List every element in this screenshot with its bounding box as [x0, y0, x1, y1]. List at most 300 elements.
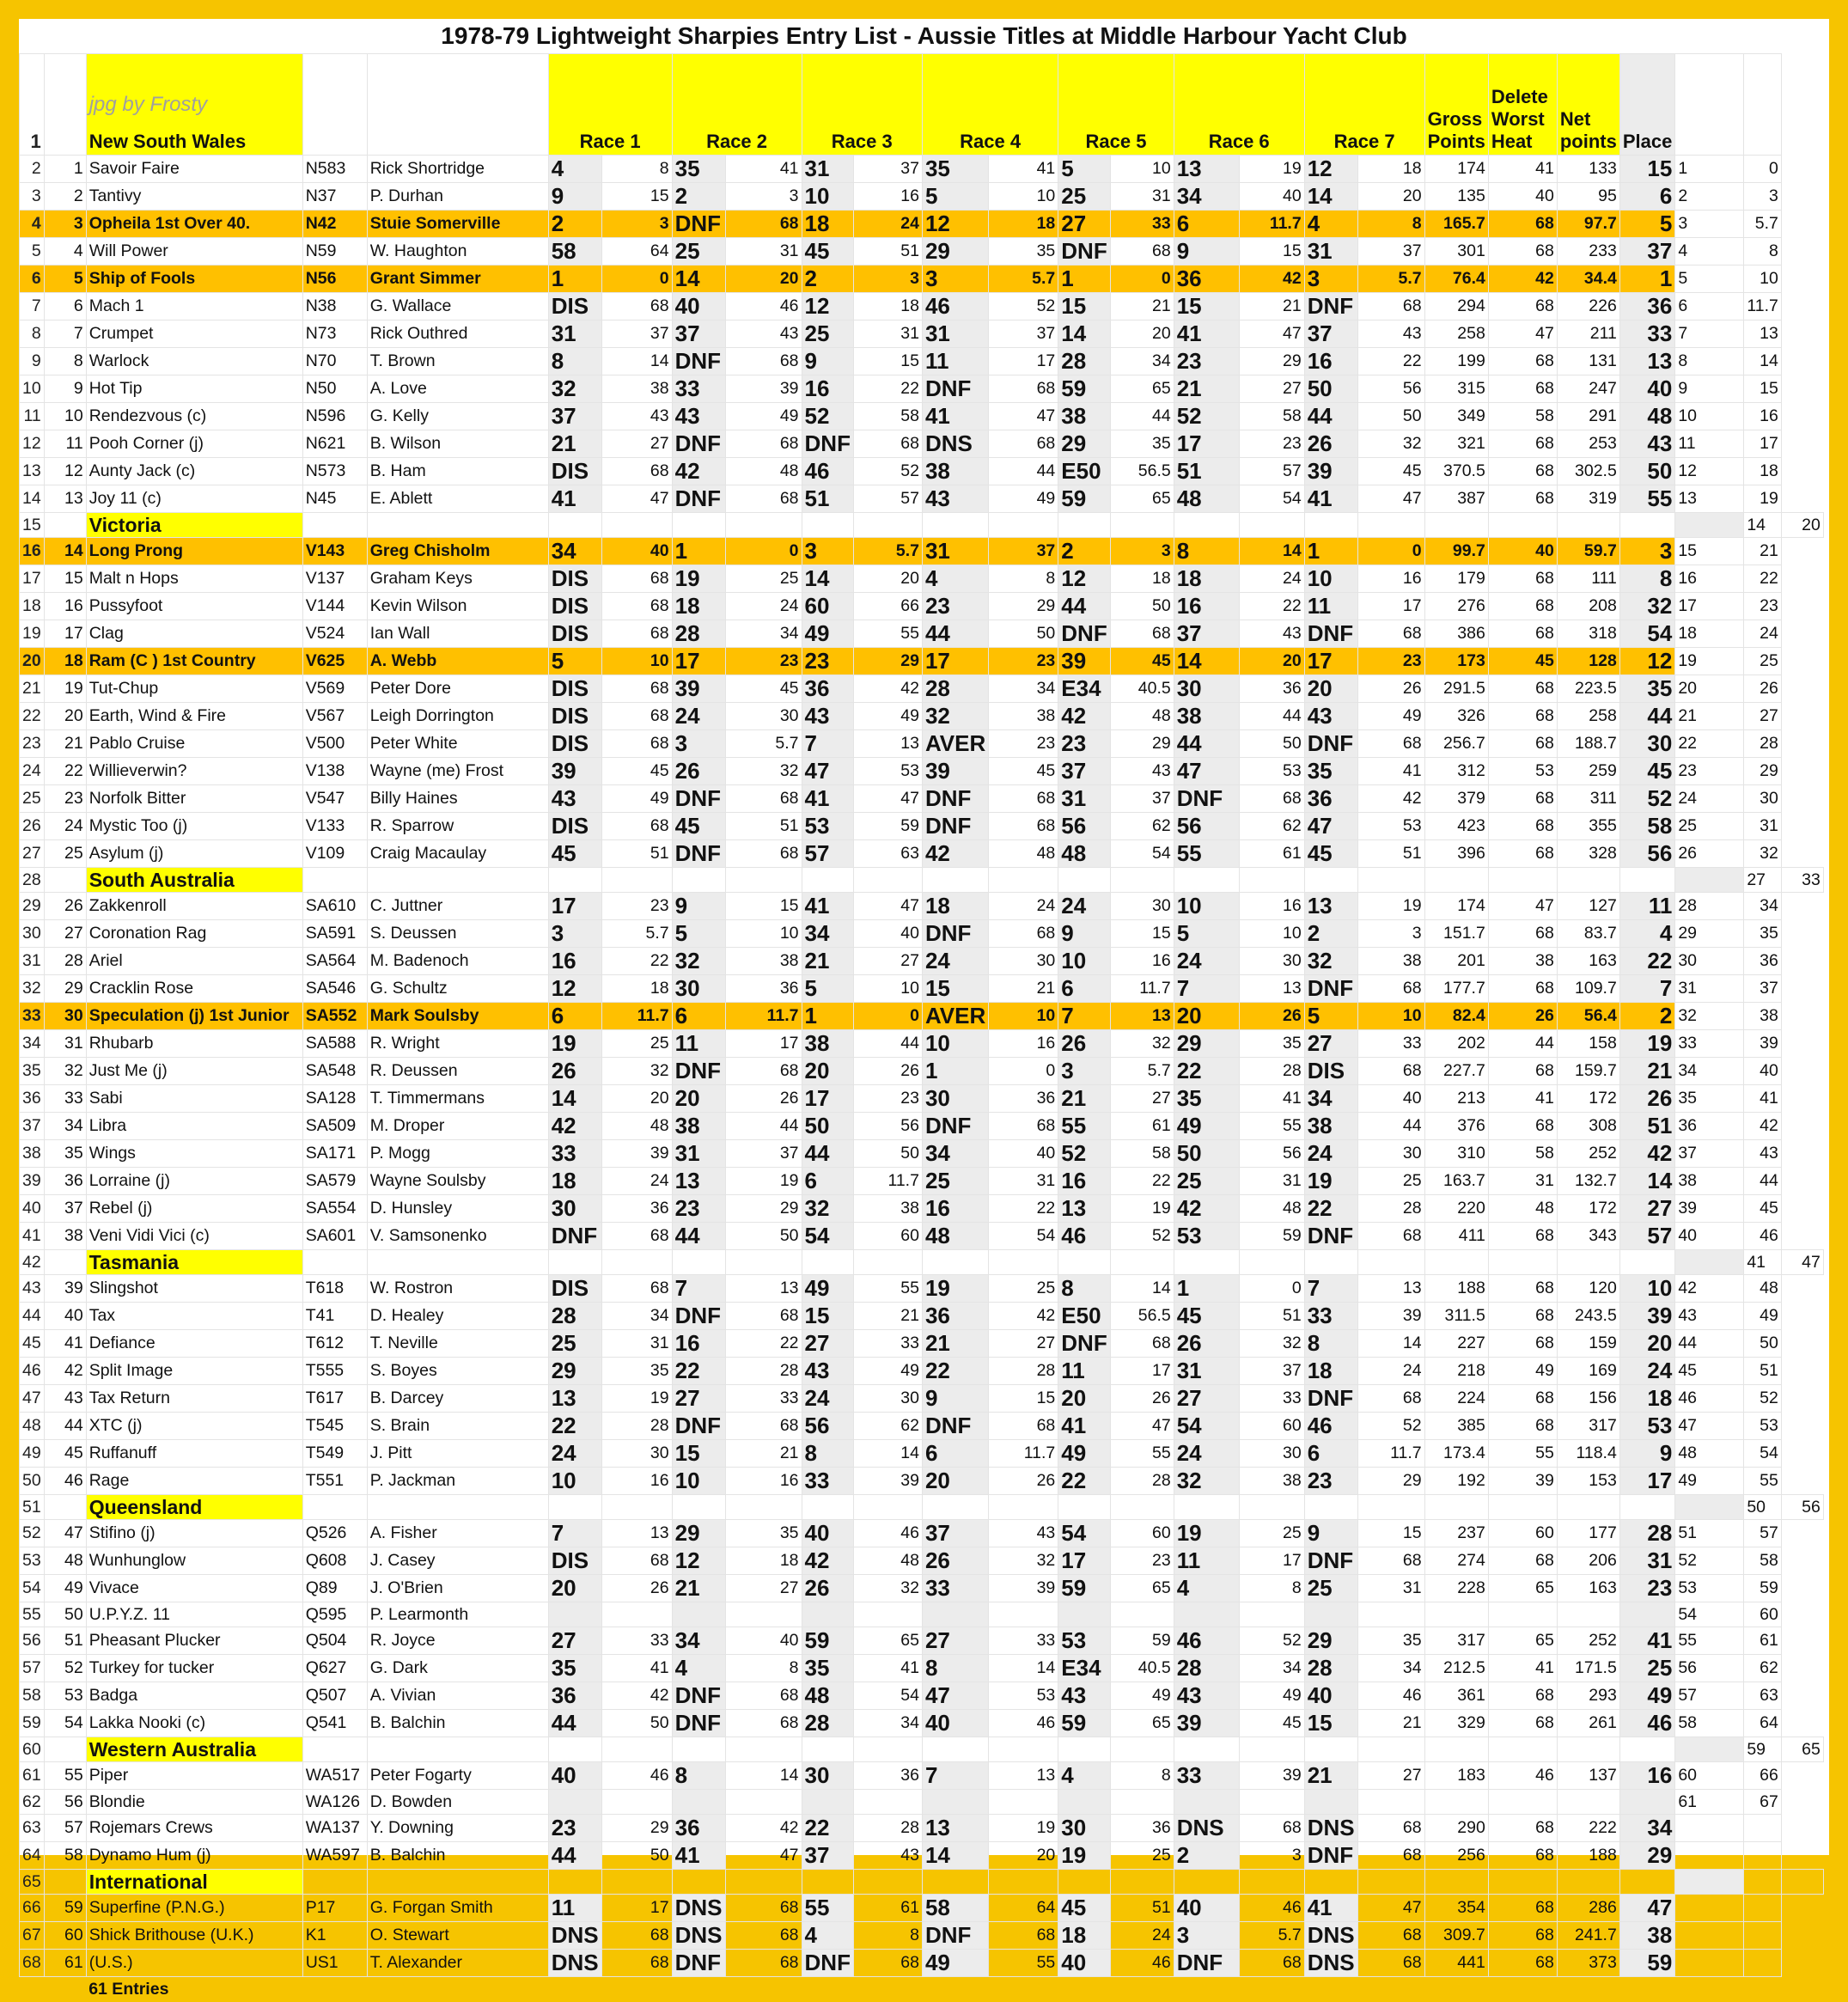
skipper-name[interactable]: O. Stewart: [367, 1922, 548, 1950]
race-points[interactable]: 31: [725, 238, 802, 266]
sail-number[interactable]: N56: [302, 266, 367, 293]
race-points[interactable]: 49: [989, 485, 1058, 513]
blank-cell[interactable]: [802, 868, 853, 893]
race-place[interactable]: [802, 1790, 853, 1815]
race-points[interactable]: 42: [989, 1303, 1058, 1330]
race-points[interactable]: 13: [1239, 975, 1304, 1003]
race-place[interactable]: 40: [1304, 1682, 1357, 1710]
race-place[interactable]: 49: [922, 1950, 988, 1977]
boat-name[interactable]: Tax: [86, 1303, 302, 1330]
race-place[interactable]: 42: [922, 840, 988, 868]
blank-cell[interactable]: [853, 1737, 922, 1762]
final-place[interactable]: 40: [1619, 375, 1675, 403]
race-points[interactable]: 35: [1239, 1030, 1304, 1058]
extra-value[interactable]: 62: [1744, 1655, 1782, 1682]
blank-cell[interactable]: [1110, 1495, 1174, 1520]
race-points[interactable]: 48: [853, 1547, 922, 1575]
blank-cell[interactable]: [302, 54, 367, 156]
race-points[interactable]: 25: [989, 1275, 1058, 1303]
race-points[interactable]: 17: [601, 1895, 672, 1922]
race-place[interactable]: 12: [672, 1547, 725, 1575]
delete-worst[interactable]: 68: [1488, 1895, 1557, 1922]
entry-number[interactable]: 39: [44, 1275, 86, 1303]
race-place[interactable]: 12: [1058, 565, 1110, 593]
race-place[interactable]: 58: [922, 1895, 988, 1922]
blank-cell[interactable]: [802, 1250, 853, 1275]
sail-number[interactable]: SA171: [302, 1140, 367, 1168]
delete-worst[interactable]: 68: [1488, 1303, 1557, 1330]
extra-value[interactable]: 14: [1744, 348, 1782, 375]
race-points[interactable]: 34: [1110, 348, 1174, 375]
state-header-cell[interactable]: [86, 54, 302, 156]
race-points[interactable]: 20: [1239, 648, 1304, 675]
race-place[interactable]: 58: [548, 238, 601, 266]
race-place[interactable]: 20: [1304, 675, 1357, 703]
race-place[interactable]: DNF: [1058, 238, 1110, 266]
race-points[interactable]: 68: [989, 430, 1058, 458]
race-points[interactable]: 19: [1239, 156, 1304, 183]
race-place[interactable]: 47: [1304, 813, 1357, 840]
extra-value[interactable]: 26: [1744, 675, 1782, 703]
net-points[interactable]: 83.7: [1557, 920, 1619, 948]
final-place[interactable]: 30: [1619, 730, 1675, 758]
row-number[interactable]: 49: [20, 1440, 45, 1468]
race-place[interactable]: 16: [672, 1330, 725, 1358]
race-place[interactable]: 35: [1174, 1085, 1239, 1113]
race-points[interactable]: 19: [601, 1385, 672, 1413]
race-points[interactable]: 22: [1357, 348, 1424, 375]
race-place[interactable]: 13: [1174, 156, 1239, 183]
final-place[interactable]: 14: [1619, 1168, 1675, 1195]
race-place[interactable]: DNF: [1304, 975, 1357, 1003]
entry-number[interactable]: 38: [44, 1223, 86, 1250]
race-points[interactable]: 10: [725, 920, 802, 948]
extra-value[interactable]: 38: [1744, 1003, 1782, 1030]
boat-name[interactable]: Rebel (j): [86, 1195, 302, 1223]
row-number[interactable]: 5: [20, 238, 45, 266]
race-place[interactable]: 23: [548, 1815, 601, 1842]
gross-points[interactable]: 165.7: [1424, 211, 1488, 238]
race-points[interactable]: 47: [1110, 1413, 1174, 1440]
race-place[interactable]: 6: [1304, 1440, 1357, 1468]
entry-number[interactable]: 35: [44, 1140, 86, 1168]
race-points[interactable]: 17: [989, 348, 1058, 375]
race-points[interactable]: 21: [1357, 1710, 1424, 1737]
race-points[interactable]: 29: [725, 1195, 802, 1223]
boat-name[interactable]: Turkey for tucker: [86, 1655, 302, 1682]
race-place[interactable]: 49: [1058, 1440, 1110, 1468]
race-points[interactable]: 35: [989, 238, 1058, 266]
race-points[interactable]: 68: [601, 1223, 672, 1250]
blank-cell[interactable]: [1110, 1250, 1174, 1275]
row-number[interactable]: 4: [20, 211, 45, 238]
sail-number[interactable]: T555: [302, 1358, 367, 1385]
race-points[interactable]: 27: [853, 948, 922, 975]
race-place[interactable]: 30: [548, 1195, 601, 1223]
extra-value[interactable]: 50: [1744, 1330, 1782, 1358]
race-place[interactable]: 8: [672, 1762, 725, 1790]
blank-cell[interactable]: [548, 1250, 601, 1275]
extra-index[interactable]: 3: [1675, 211, 1744, 238]
extra-value[interactable]: 45: [1744, 1195, 1782, 1223]
extra-value[interactable]: 48: [1744, 1275, 1782, 1303]
extra-index[interactable]: [1675, 1950, 1744, 1977]
net-points[interactable]: 319: [1557, 485, 1619, 513]
row-number[interactable]: 21: [20, 675, 45, 703]
race-place[interactable]: DIS: [548, 293, 601, 320]
sail-number[interactable]: V569: [302, 675, 367, 703]
race-points[interactable]: 64: [601, 238, 672, 266]
extra-index[interactable]: 19: [1675, 648, 1744, 675]
race-place[interactable]: 37: [1058, 758, 1110, 785]
extra-index[interactable]: 42: [1675, 1275, 1744, 1303]
race-place[interactable]: 59: [1058, 375, 1110, 403]
race-place[interactable]: 16: [548, 948, 601, 975]
blank-cell[interactable]: [802, 1495, 853, 1520]
race-points[interactable]: 68: [989, 813, 1058, 840]
race-points[interactable]: 68: [725, 1682, 802, 1710]
race-place[interactable]: 29: [1058, 430, 1110, 458]
race-points[interactable]: 5.7: [853, 538, 922, 565]
race-points[interactable]: 35: [1357, 1627, 1424, 1655]
race-points[interactable]: 60: [1110, 1520, 1174, 1547]
gross-points[interactable]: 309.7: [1424, 1922, 1488, 1950]
race-place[interactable]: 31: [1174, 1358, 1239, 1385]
race-place[interactable]: 3: [802, 538, 853, 565]
extra-index[interactable]: 13: [1675, 485, 1744, 513]
final-place[interactable]: 28: [1619, 1520, 1675, 1547]
race-points[interactable]: 53: [853, 758, 922, 785]
race-points[interactable]: 23: [1357, 648, 1424, 675]
race-place[interactable]: [802, 1602, 853, 1627]
extra-index[interactable]: 33: [1675, 1030, 1744, 1058]
race-points[interactable]: 65: [1110, 485, 1174, 513]
entry-number[interactable]: 6: [44, 293, 86, 320]
race-points[interactable]: 51: [1110, 1895, 1174, 1922]
race-points[interactable]: 42: [601, 1682, 672, 1710]
delete-worst[interactable]: 58: [1488, 403, 1557, 430]
race-place[interactable]: 27: [922, 1627, 988, 1655]
race-place[interactable]: 5: [1058, 156, 1110, 183]
net-points[interactable]: 293: [1557, 1682, 1619, 1710]
entry-number[interactable]: 21: [44, 730, 86, 758]
blank-cell[interactable]: [1058, 1495, 1110, 1520]
race-points[interactable]: 48: [989, 840, 1058, 868]
race-points[interactable]: 23: [989, 730, 1058, 758]
race-points[interactable]: 17: [1239, 1547, 1304, 1575]
race-points[interactable]: 68: [725, 1710, 802, 1737]
race-points[interactable]: 40: [725, 1627, 802, 1655]
final-place[interactable]: 3: [1619, 538, 1675, 565]
race-points[interactable]: 3: [1357, 920, 1424, 948]
gross-points[interactable]: 76.4: [1424, 266, 1488, 293]
extra-index[interactable]: 55: [1675, 1627, 1744, 1655]
race-place[interactable]: 37: [1304, 320, 1357, 348]
race-place[interactable]: 43: [548, 785, 601, 813]
row-number[interactable]: 59: [20, 1710, 45, 1737]
race-points[interactable]: 20: [1110, 320, 1174, 348]
race-place[interactable]: 7: [1174, 975, 1239, 1003]
race-place[interactable]: 18: [922, 893, 988, 920]
race-place[interactable]: 33: [672, 375, 725, 403]
entry-number[interactable]: 32: [44, 1058, 86, 1085]
extra-index[interactable]: 47: [1675, 1413, 1744, 1440]
race-points[interactable]: 34: [989, 675, 1058, 703]
delete-worst[interactable]: 68: [1488, 375, 1557, 403]
row-number[interactable]: 16: [20, 538, 45, 565]
race-place[interactable]: 38: [802, 1030, 853, 1058]
blank-cell[interactable]: [1239, 1737, 1304, 1762]
gross-points[interactable]: 385: [1424, 1413, 1488, 1440]
race-points[interactable]: 35: [601, 1358, 672, 1385]
final-place[interactable]: 13: [1619, 348, 1675, 375]
entry-number[interactable]: 5: [44, 266, 86, 293]
blank-cell[interactable]: [989, 1495, 1058, 1520]
race-points[interactable]: 29: [853, 648, 922, 675]
skipper-name[interactable]: P. Durhan: [367, 183, 548, 211]
blank-cell[interactable]: [922, 513, 988, 538]
entry-number[interactable]: 48: [44, 1547, 86, 1575]
extra-index[interactable]: 48: [1675, 1440, 1744, 1468]
race-points[interactable]: 52: [1110, 1223, 1174, 1250]
blank-cell[interactable]: [922, 1737, 988, 1762]
race-place[interactable]: 2: [802, 266, 853, 293]
race-place[interactable]: 21: [672, 1575, 725, 1602]
race-points[interactable]: 19: [1110, 1195, 1174, 1223]
race-place[interactable]: 15: [672, 1440, 725, 1468]
race-place[interactable]: DNF: [672, 1682, 725, 1710]
race-place[interactable]: 16: [802, 375, 853, 403]
delete-worst[interactable]: 68: [1488, 1815, 1557, 1842]
final-place[interactable]: 55: [1619, 485, 1675, 513]
race-points[interactable]: 32: [989, 1547, 1058, 1575]
extra-index[interactable]: 4: [1675, 238, 1744, 266]
delete-worst[interactable]: 68: [1488, 620, 1557, 648]
sail-number[interactable]: SA554: [302, 1195, 367, 1223]
race-points[interactable]: 29: [1110, 730, 1174, 758]
gross-points[interactable]: 274: [1424, 1547, 1488, 1575]
final-place[interactable]: 7: [1619, 975, 1675, 1003]
entry-number[interactable]: 26: [44, 893, 86, 920]
race-points[interactable]: 24: [1239, 565, 1304, 593]
race-points[interactable]: 60: [853, 1223, 922, 1250]
sail-number[interactable]: N573: [302, 458, 367, 485]
row-number[interactable]: 50: [20, 1468, 45, 1495]
race-place[interactable]: 33: [802, 1468, 853, 1495]
row-number[interactable]: 11: [20, 403, 45, 430]
skipper-name[interactable]: Grant Simmer: [367, 266, 548, 293]
extra-value[interactable]: 41: [1744, 1085, 1782, 1113]
race-points[interactable]: 24: [601, 1168, 672, 1195]
final-place[interactable]: 1: [1619, 266, 1675, 293]
entry-number[interactable]: 24: [44, 813, 86, 840]
blank-cell[interactable]: [44, 1250, 86, 1275]
race-place[interactable]: 31: [922, 320, 988, 348]
race-place[interactable]: 18: [1174, 565, 1239, 593]
race-header[interactable]: Race 1: [548, 54, 672, 156]
race-place[interactable]: 27: [1174, 1385, 1239, 1413]
race-points[interactable]: 61: [1110, 1113, 1174, 1140]
race-place[interactable]: [548, 1602, 601, 1627]
race-points[interactable]: 36: [1239, 675, 1304, 703]
boat-name[interactable]: Joy 11 (c): [86, 485, 302, 513]
race-place[interactable]: 39: [1058, 648, 1110, 675]
row-number[interactable]: 41: [20, 1223, 45, 1250]
race-place[interactable]: 34: [1304, 1085, 1357, 1113]
row-number[interactable]: 2: [20, 156, 45, 183]
sail-number[interactable]: V567: [302, 703, 367, 730]
blank-cell[interactable]: [1110, 1870, 1174, 1895]
race-points[interactable]: 24: [725, 593, 802, 620]
entry-number[interactable]: 31: [44, 1030, 86, 1058]
extra-index[interactable]: 59: [1744, 1737, 1782, 1762]
net-points[interactable]: 177: [1557, 1520, 1619, 1547]
race-points[interactable]: 29: [1239, 348, 1304, 375]
race-points[interactable]: 68: [989, 1922, 1058, 1950]
delete-worst[interactable]: 39: [1488, 1468, 1557, 1495]
skipper-name[interactable]: E. Ablett: [367, 485, 548, 513]
skipper-name[interactable]: Peter Fogarty: [367, 1762, 548, 1790]
delete-worst[interactable]: 41: [1488, 1085, 1557, 1113]
extra-value[interactable]: 51: [1744, 1358, 1782, 1385]
race-place[interactable]: DNS: [1304, 1950, 1357, 1977]
row-number[interactable]: 47: [20, 1385, 45, 1413]
row-number[interactable]: 6: [20, 266, 45, 293]
race-place[interactable]: 50: [1174, 1140, 1239, 1168]
race-points[interactable]: 29: [989, 593, 1058, 620]
race-place[interactable]: 34: [548, 538, 601, 565]
race-points[interactable]: 47: [853, 893, 922, 920]
extra-value[interactable]: 39: [1744, 1030, 1782, 1058]
sail-number[interactable]: N42: [302, 211, 367, 238]
extra-index[interactable]: 22: [1675, 730, 1744, 758]
gross-points[interactable]: [1424, 1790, 1488, 1815]
race-points[interactable]: 48: [725, 458, 802, 485]
race-points[interactable]: 40: [989, 1140, 1058, 1168]
extra-value[interactable]: 29: [1744, 758, 1782, 785]
race-points[interactable]: 68: [601, 458, 672, 485]
boat-name[interactable]: Rendezvous (c): [86, 403, 302, 430]
race-points[interactable]: 27: [989, 1330, 1058, 1358]
race-points[interactable]: 41: [1357, 758, 1424, 785]
blank-cell[interactable]: [725, 1870, 802, 1895]
race-points[interactable]: 49: [725, 403, 802, 430]
race-place[interactable]: 56: [1174, 813, 1239, 840]
race-place[interactable]: DNF: [1174, 785, 1239, 813]
race-points[interactable]: 10: [1357, 1003, 1424, 1030]
race-place[interactable]: 40: [672, 293, 725, 320]
race-place[interactable]: 36: [1174, 266, 1239, 293]
entry-number[interactable]: 52: [44, 1655, 86, 1682]
net-points[interactable]: 132.7: [1557, 1168, 1619, 1195]
net-points[interactable]: 318: [1557, 620, 1619, 648]
extra-index[interactable]: 39: [1675, 1195, 1744, 1223]
skipper-name[interactable]: S. Boyes: [367, 1358, 548, 1385]
race-points[interactable]: 46: [601, 1762, 672, 1790]
extra-index[interactable]: 18: [1675, 620, 1744, 648]
race-points[interactable]: 40.5: [1110, 1655, 1174, 1682]
race-place[interactable]: 41: [922, 403, 988, 430]
row-number[interactable]: 26: [20, 813, 45, 840]
race-place[interactable]: 14: [802, 565, 853, 593]
race-place[interactable]: 37: [802, 1842, 853, 1870]
race-points[interactable]: 5.7: [601, 920, 672, 948]
extra-index[interactable]: 26: [1675, 840, 1744, 868]
net-points[interactable]: 302.5: [1557, 458, 1619, 485]
gross-points[interactable]: 376: [1424, 1113, 1488, 1140]
extra-value[interactable]: 33: [1781, 868, 1823, 893]
race-points[interactable]: 62: [1239, 813, 1304, 840]
race-place[interactable]: 36: [1304, 785, 1357, 813]
race-place[interactable]: DIS: [548, 703, 601, 730]
race-points[interactable]: 44: [853, 1030, 922, 1058]
race-place[interactable]: 44: [1058, 593, 1110, 620]
race-place[interactable]: DNF: [922, 920, 988, 948]
race-place[interactable]: 31: [548, 320, 601, 348]
final-place[interactable]: 39: [1619, 1303, 1675, 1330]
race-points[interactable]: [1239, 1790, 1304, 1815]
race-points[interactable]: 47: [853, 785, 922, 813]
race-points[interactable]: 26: [725, 1085, 802, 1113]
race-points[interactable]: 15: [1357, 1520, 1424, 1547]
race-place[interactable]: 38: [672, 1113, 725, 1140]
net-points[interactable]: 261: [1557, 1710, 1619, 1737]
delete-worst-header[interactable]: Delete Worst Heat: [1488, 54, 1557, 156]
net-points[interactable]: 171.5: [1557, 1655, 1619, 1682]
race-points[interactable]: 41: [601, 1655, 672, 1682]
race-place[interactable]: DIS: [548, 1275, 601, 1303]
race-points[interactable]: 68: [725, 785, 802, 813]
blank-cell[interactable]: [989, 868, 1058, 893]
race-place[interactable]: 7: [548, 1520, 601, 1547]
net-points[interactable]: 118.4: [1557, 1440, 1619, 1468]
delete-worst[interactable]: 40: [1488, 183, 1557, 211]
blank-cell[interactable]: [853, 868, 922, 893]
extra-value[interactable]: 21: [1744, 538, 1782, 565]
race-place[interactable]: [1304, 1602, 1357, 1627]
boat-name[interactable]: Wings: [86, 1140, 302, 1168]
race-points[interactable]: 22: [725, 1330, 802, 1358]
extra-value[interactable]: [1744, 1815, 1782, 1842]
race-points[interactable]: 16: [725, 1468, 802, 1495]
race-place[interactable]: DNF: [672, 1710, 725, 1737]
final-place[interactable]: 16: [1619, 1762, 1675, 1790]
extra-value[interactable]: 0: [1744, 156, 1782, 183]
delete-worst[interactable]: 68: [1488, 975, 1557, 1003]
skipper-name[interactable]: Wayne (me) Frost: [367, 758, 548, 785]
race-points[interactable]: 68: [1357, 1385, 1424, 1413]
boat-name[interactable]: Coronation Rag: [86, 920, 302, 948]
race-points[interactable]: 44: [1110, 403, 1174, 430]
race-points[interactable]: 68: [989, 1413, 1058, 1440]
gross-points[interactable]: 173: [1424, 648, 1488, 675]
race-place[interactable]: 2: [1174, 1842, 1239, 1870]
race-points[interactable]: 13: [989, 1762, 1058, 1790]
race-place[interactable]: 27: [1304, 1030, 1357, 1058]
gross-points[interactable]: 361: [1424, 1682, 1488, 1710]
race-points[interactable]: 17: [1110, 1358, 1174, 1385]
race-points[interactable]: 8: [1357, 211, 1424, 238]
extra-value[interactable]: 25: [1744, 648, 1782, 675]
race-points[interactable]: 68: [853, 1950, 922, 1977]
race-place[interactable]: 2: [672, 183, 725, 211]
race-place[interactable]: 39: [548, 758, 601, 785]
extra-value[interactable]: 16: [1744, 403, 1782, 430]
race-points[interactable]: 0: [601, 266, 672, 293]
race-place[interactable]: 41: [548, 485, 601, 513]
race-points[interactable]: 60: [1239, 1413, 1304, 1440]
race-points[interactable]: 0: [1239, 1275, 1304, 1303]
